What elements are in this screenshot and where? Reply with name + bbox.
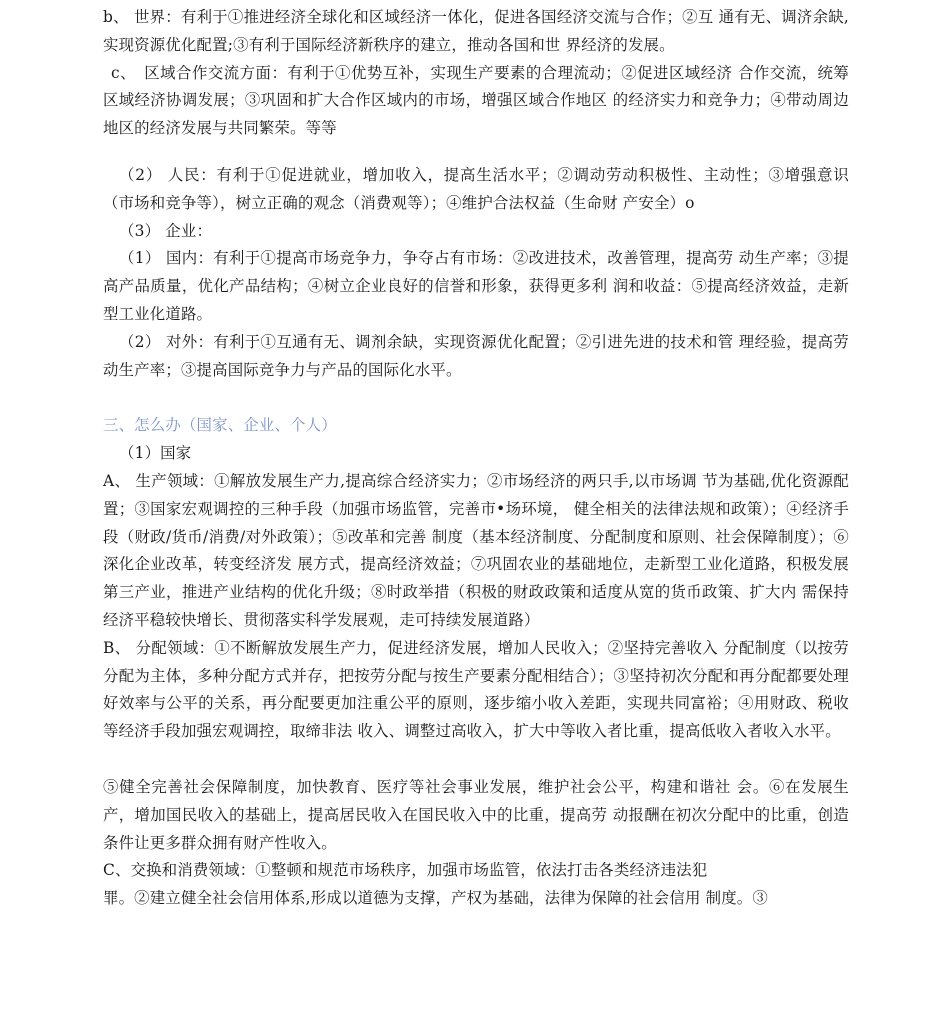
paragraph-people: （2） 人民：有利于①促进就业，增加收入，提高生活水平；②调动劳动积极性、主动性；③增强意识（市场和竞争等），树立正确的观念（消费观等）；④维护合法权益（生命财 产安全）o (103, 165, 849, 212)
paragraph-regional-cooperation: c、 区域合作交流方面：有利于①优势互补，实现生产要素的合理流动；②促进区域经济 合作交流，统筹区域经济协调发展；③巩固和扩大合作区域内的市场，增强区域合作地区 的经济实力和竞争力；④带动周边地区的经济发展与共同繁荣。等等 (103, 63, 849, 138)
spacer (103, 384, 849, 412)
paragraph-production: A、 生产领域：①解放发展生产力,提高综合经济实力；②市场经济的两只手,以市场调 节为基础,优化资源配置；③国家宏观调控的三种手段（加强市场监管，完善市•场环境， 健全相关的法律法规和政策）；④经济手段（财政/货币/消费/对外政策）；⑤改革和完善 制度（基本经济制度、分配制度和原则、社会保障制度）；⑥深化企业改革，转变经济发 展方式，提高经济效益；⑦巩固农业的基础地位，走新型工业化道路，积极发展第三产业，推进产业结构的优化升级；⑧时政举措（积极的财政政策和适度从宽的货币政策、扩大内 需保持经济平稳较快增长、贯彻落实科学发展观，走可持续发展道路） (103, 471, 849, 629)
paragraph-enterprise-heading: （3） 企业： (119, 221, 213, 240)
document-page (103, 4, 849, 913)
paragraph-world: b、 世界：有利于①推进经济全球化和区域经济一体化，促进各国经济交流与合作；②互 通有无、调济余缺,实现资源优化配置;③有利于国际经济新秩序的建立，推动各国和世 界经济的发展。 (103, 8, 849, 54)
paragraph-domestic: （1） 国内：有利于①提高市场竞争力，争夺占有市场：②改进技术，改善管理，提高劳 动生产率；③提高产品质量，优化产品结构；④树立企业良好的信誉和形象，获得更多利 润和收益：⑤提高经济效益，走新型工业化道路。 (103, 249, 849, 323)
paragraph-state-heading: （1）国家 (119, 444, 192, 463)
spacer (103, 746, 849, 774)
spacer (103, 143, 849, 162)
paragraph-exchange-consumption: C、交换和消费领域：①整顿和规范市场秩序，加强市场监管，依法打击各类经济违法犯 (103, 861, 708, 880)
paragraph-social-security: ⑤健全完善社会保障制度，加快教育、医疗等社会事业发展，维护社会公平，构建和谐社 会。⑥在发展生产，增加国民收入的基础上，提高居民收入在国民收入中的比重，提高劳 动报酬在初次分配中的比重，创造条件让更多群众拥有财产性收入。 (103, 777, 849, 852)
paragraph-distribution: B、 分配领域：①不断解放发展生产力，促进经济发展，增加人民收入；②坚持完善收入 分配制度（以按劳分配为主体，多种分配方式并存，把按劳分配与按生产要素分配相结合）；③坚持初次分配和再分配都要处理好效率与公平的关系，再分配要更加注重公平的原则，逐步缩小收入差距，实现共同富裕；④用财政、税收等经济手段加强宏观调控，取缔非法 收入、调整过高收入，扩大中等收入者比重，提高低收入者收入水平。 (103, 638, 849, 741)
paragraph-foreign: （2） 对外：有利于①互通有无、调剂余缺，实现资源优化配置；②引进先进的技术和管 理经验，提高劳动生产率；③提高国际竞争力与产品的国际化水平。 (103, 332, 849, 379)
paragraph-credit-system: 罪。②建立健全社会信用体系,形成以道德为支撑，产权为基础，法律为保障的社会信用 制度。③ (103, 889, 768, 908)
section-heading: 三、怎么办（国家、企业、个人） (103, 416, 337, 435)
